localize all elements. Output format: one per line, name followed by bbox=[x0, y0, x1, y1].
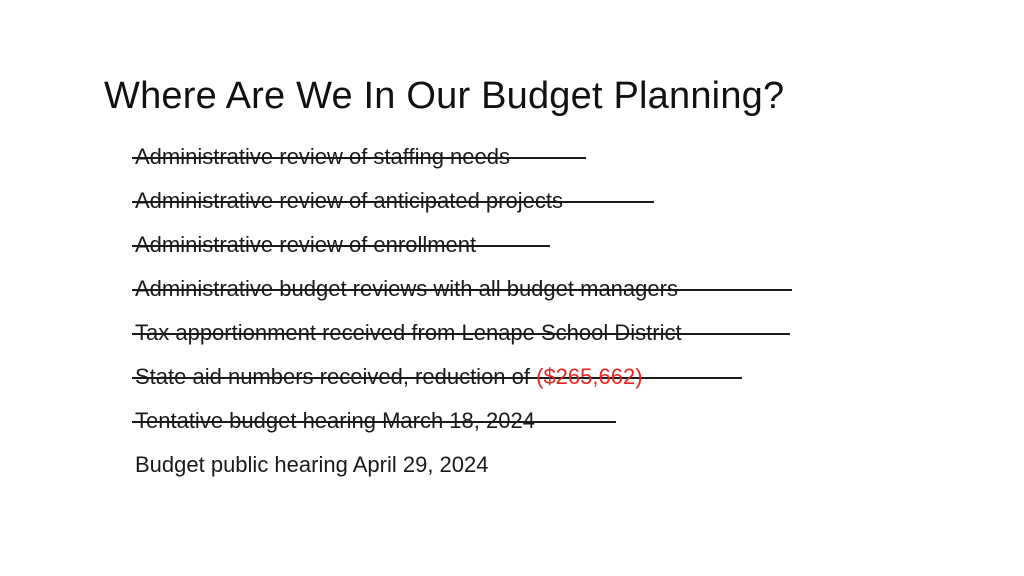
slide-title: Where Are We In Our Budget Planning? bbox=[104, 75, 785, 118]
checklist-item-text: Administrative review of enrollment bbox=[135, 232, 477, 257]
checklist-item-text: Administrative review of anticipated projects bbox=[135, 188, 563, 213]
reduction-amount: ($265,662) bbox=[536, 364, 643, 389]
state-aid-text: State aid numbers received, reduction of bbox=[135, 364, 537, 389]
checklist-item-text bbox=[135, 362, 643, 392]
checklist-item-text: Administrative budget reviews with all budget managers bbox=[135, 276, 678, 301]
checklist-item-text: Tax apportionment received from Lenape School District bbox=[135, 320, 682, 345]
checklist-item-text: Administrative review of staffing needs bbox=[135, 144, 510, 169]
checklist-item-text: Budget public hearing April 29, 2024 bbox=[135, 452, 489, 477]
checklist-item-text: Tentative budget hearing March 18, 2024 bbox=[135, 408, 535, 433]
